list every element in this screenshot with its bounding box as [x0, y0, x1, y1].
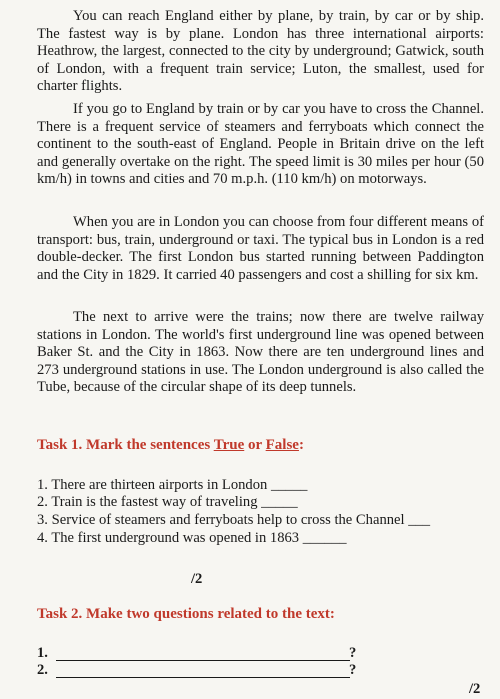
task1-title-prefix: Task 1. Mark the sentences [37, 437, 214, 453]
question-mark: ? [349, 645, 357, 661]
paragraph-trains-underground: The next to arrive were the trains; now there are twelve railway stations in London. The world's first underground line was opened between Baker St. and the City in 1863. Now there are ten underground lines and 273 underground stations in use. The London underground is also called the Tube, because of the circular shape of its deep tunnels. [37, 309, 484, 395]
task1-false-word: False [265, 437, 299, 453]
task1-title [37, 437, 304, 454]
paragraph-transport-to-england: You can reach England either by plane, by train, by car or by ship. The fastest way is by plane. London has three international airports: Heathrow, the largest, connected to the city by underground; Gatwick, south of London, with a frequent train service; Luton, the smallest, used for charter flights. [37, 8, 484, 94]
task1-statement-4[interactable]: 4. The first underground was opened in 1863 ______ [37, 530, 347, 546]
task1-score: /2 [191, 571, 203, 587]
task1-statement-2[interactable]: 2. Train is the fastest way of traveling _____ [37, 494, 298, 510]
paragraph-london-transport: When you are in London you can choose from four different means of transport: bus, train, underground or taxi. The typical bus in London is a red double-decker. The first London bus started running between Paddington and the City in 1829. It carried 40 passengers and cost a shilling for six km. [37, 214, 484, 283]
task2-question-2[interactable] [37, 662, 367, 679]
task1-statement-3[interactable]: 3. Service of steamers and ferryboats help to cross the Channel ___ [37, 512, 431, 528]
answer-blank-line[interactable] [56, 677, 350, 678]
task1-or-word: or [244, 437, 266, 453]
answer-blank-line[interactable] [56, 660, 350, 661]
paragraph-crossing-channel: If you go to England by train or by car you have to cross the Channel. There is a frequent service of steamers and ferryboats which connect the continent to the south-east of England. People in Britain drive on the left and generally overtake on the right. The speed limit is 30 miles per hour (50 km/h) in towns and cities and 70 m.p.h. (110 km/h) on motorways. [37, 101, 484, 187]
question-number: 1. [37, 645, 48, 661]
question-number: 2. [37, 662, 48, 678]
task1-title-suffix: : [298, 437, 304, 453]
task2-question-1[interactable] [37, 645, 367, 662]
task1-statement-1[interactable]: 1. There are thirteen airports in London _____ [37, 477, 308, 493]
question-mark: ? [349, 662, 357, 678]
task2-score: /2 [469, 681, 481, 697]
task2-title: Task 2. Make two questions related to the text: [37, 606, 335, 622]
task1-true-word: True [213, 437, 245, 453]
